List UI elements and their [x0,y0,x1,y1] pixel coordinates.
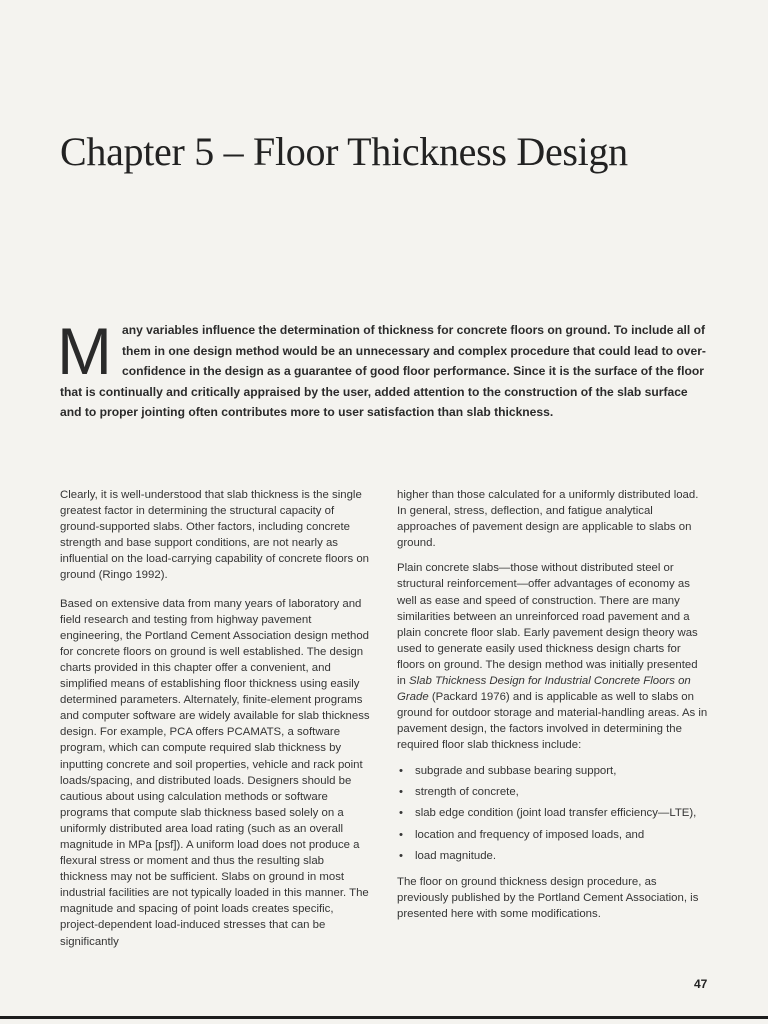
left-column [60,487,370,962]
list-item [397,805,709,821]
body-paragraph: Clearly, it is well-understood that slab thickness is the single greatest factor in determining the structural capacity of ground-supported slabs. Other factors, including concrete strength and base support conditions, are not nearly as influential on the load-carrying capability of concrete floors on ground (Ringo 1992). [60,489,369,582]
body-text: (Packard 1976) and is applicable as well to slabs on ground for outdoor storage and material-handling areas. As in pavement design, the factors involved in determining the required floor slab thickness include: [397,691,708,752]
factor-list [397,763,709,865]
body-paragraph: higher than those calculated for a uniformly distributed load. In general, stress, deflection, and fatigue analytical approaches of pavement design are applicable to slabs on ground. [397,489,699,550]
intro-text: any variables influence the determination of thickness for concrete floors on ground. To include all of them in one design method would be an unnecessary and complex procedure that could lead to over-confidence in the design as a guarantee of good floor performance. Since it is the surface of the floor that is continually and critically appraised by the user, added attention to the construction of the slab surface and to proper jointing often contributes more to user satisfaction than slab thickness. [60,323,706,419]
right-column [397,487,709,931]
bullet-icon: • [399,828,403,841]
list-item-text: subgrade and subbase bearing support, [415,764,617,777]
bullet-icon: • [399,764,403,777]
intro-paragraph [57,314,708,423]
publication-title: Slab Thickness Design for Industrial Concrete Floors on Grade [397,675,691,704]
drop-cap: M [57,314,112,388]
list-item [397,784,709,800]
list-item [397,827,709,843]
body-paragraph [397,560,709,753]
list-item [397,848,709,864]
body-paragraph: The floor on ground thickness design procedure, as previously published by the Portland Cement Association, is presented here with some modifications. [397,876,699,921]
body-text: Plain concrete slabs—those without distributed steel or structural reinforcement—offer advantages of economy as well as ease and speed of construction. There are many similarities between an unreinforced road pavement and a plain concrete floor slab. Early pavement design theory was used to generate easily used thickness design charts for floors on ground. The design method was initially presented in [397,562,698,688]
bullet-icon: • [399,807,403,820]
bullet-icon: • [399,785,403,798]
chapter-title: Chapter 5 – Floor Thickness Design [60,129,628,174]
list-item-text: location and frequency of imposed loads, and [415,828,645,841]
bullet-icon: • [399,850,403,863]
list-item-text: slab edge condition (joint load transfer efficiency—LTE), [415,807,697,820]
bottom-rule [0,1016,768,1019]
list-item-text: load magnitude. [415,850,497,863]
list-item [397,763,709,779]
page-number: 47 [694,977,708,991]
list-item-text: strength of concrete, [415,785,519,798]
body-paragraph: Based on extensive data from many years of laboratory and field research and testing from highway pavement engineering, the Portland Cement Association design method for concrete floors on ground is well established. The design charts provided in this chapter offer a convenient, and simplified means of establishing floor thickness using easily determined parameters. Alternately, finite-element programs and computer software are widely available for slab thickness design. For example, PCA offers PCAMATS, a software program, which can compute required slab thickness by inputting concrete and soil properties, vehicle and rack point loads/spacing, and distributed loads. Designers should be cautious about using calculation methods or software programs that compute slab thickness based solely on a uniformly distributed area load rating (such as an overall magnitude in MPa [psf]). A uniform load does not produce a flexural stress or moment and thus the resulting slab thickness may not be sufficient. Slabs on ground in most industrial facilities are not typically loaded in this manner. The magnitude and spacing of point loads creates specific, project-dependent load-induced stresses that can be significantly [60,597,370,948]
